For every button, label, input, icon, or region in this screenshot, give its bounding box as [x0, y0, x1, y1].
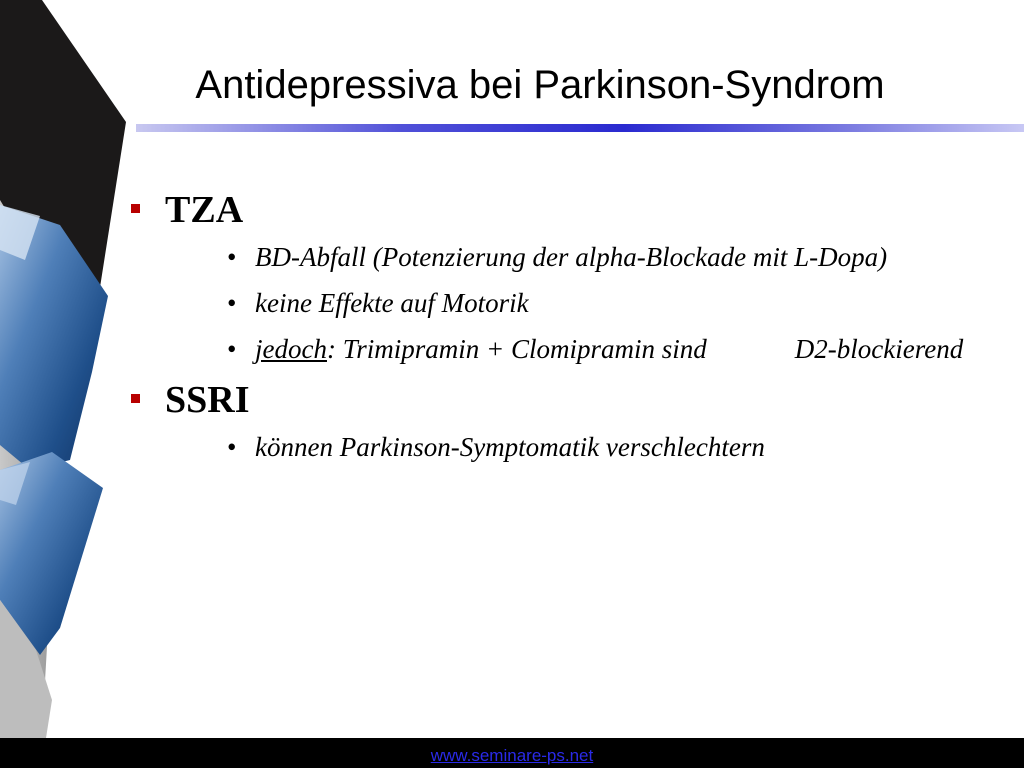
slide-title: Antidepressiva bei Parkinson-Syndrom — [195, 63, 885, 107]
slide-content — [125, 186, 965, 474]
section-heading-ssri — [125, 376, 965, 424]
list-item-text: BD-Abfall (Potenzierung der alpha-Blockade mit L-Dopa) — [255, 242, 888, 272]
bullet-dot-icon: • — [227, 432, 237, 462]
section-heading-tza — [125, 186, 965, 234]
list-item-text: können Parkinson-Symptomatik verschlechtern — [255, 432, 765, 462]
section-heading-label: SSRI — [165, 379, 250, 421]
list-item — [227, 330, 965, 368]
footer-website-link[interactable]: www.seminare-ps.net — [430, 746, 594, 765]
square-bullet-icon — [131, 204, 140, 213]
decorative-sidebar-graphic — [0, 0, 140, 768]
list-item-text: keine Effekte auf Motorik — [255, 288, 529, 318]
list-item — [227, 238, 965, 276]
section-heading-label: TZA — [165, 189, 244, 231]
list-item — [227, 284, 965, 322]
bullet-dot-icon: • — [227, 242, 237, 272]
title-underline-rule — [136, 124, 1024, 132]
bullet-dot-icon: • — [227, 334, 237, 364]
footer-bar — [0, 738, 1024, 768]
square-bullet-icon — [131, 394, 140, 403]
list-item-text: : Trimipramin + Clomipramin sind — [326, 334, 707, 364]
list-item-text-continued: D2-blockierend — [794, 334, 964, 364]
list-item — [227, 428, 965, 466]
bullet-dot-icon: • — [227, 288, 237, 318]
emphasis-underlined-text: jedoch — [255, 334, 327, 364]
